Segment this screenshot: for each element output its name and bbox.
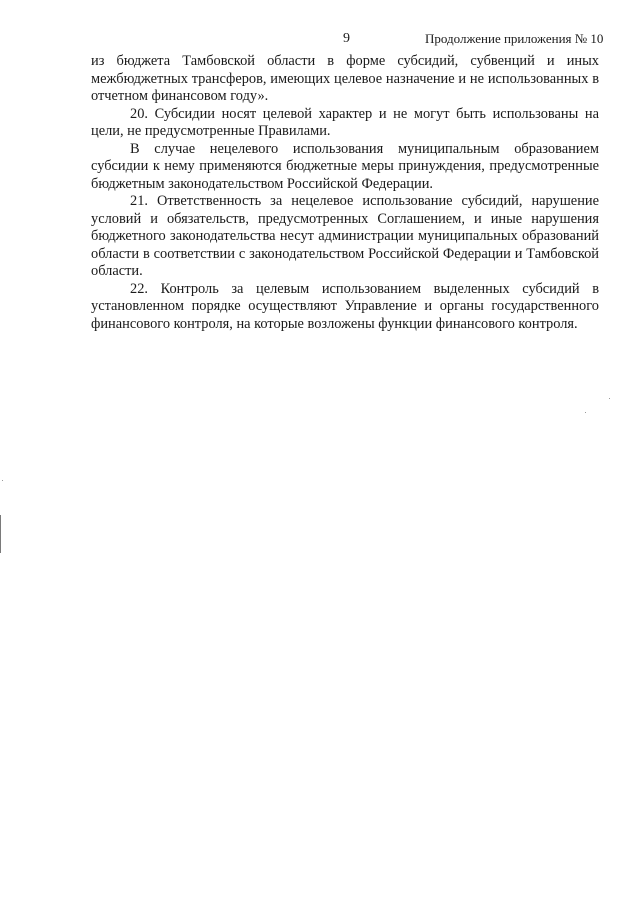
document-body bbox=[91, 53, 599, 333]
scan-speck bbox=[585, 412, 586, 413]
scan-speck bbox=[2, 480, 3, 481]
paragraph-22: 22. Контроль за целевым использованием выделенных субсидий в установленном порядке осуществляют Управление и органы государственного финансового контроля, на которые возложены функции финансового контроля. bbox=[91, 280, 599, 332]
paragraph-20: 20. Субсидии носят целевой характер и не могут быть использованы на цели, не предусмотренные Правилами. bbox=[91, 105, 599, 139]
paragraph-21: 21. Ответственность за нецелевое использование субсидий, нарушение условий и обязательств, предусмотренных Соглашением, и иные нарушения бюджетного законодательства несут администрации муниципальных образований области в соответствии с законодательством Российской Федерации и Тамбовской области. bbox=[91, 193, 599, 279]
paragraph-continuation: из бюджета Тамбовской области в форме субсидий, субвенций и иных межбюджетных трансферов, имеющих целевое назначение и не использованных в отчетном финансовом году». bbox=[91, 53, 599, 104]
scan-edge-mark bbox=[0, 515, 1, 553]
appendix-continuation-label: Продолжение приложения № 10 bbox=[425, 31, 604, 46]
page-number: 9 bbox=[343, 31, 350, 46]
paragraph-misuse-measures: В случае нецелевого использования муниципальным образованием субсидии к нему применяются бюджетные меры принуждения, предусмотренные бюджетным законодательством Российской Федерации. bbox=[91, 140, 599, 192]
scan-speck bbox=[609, 398, 610, 399]
